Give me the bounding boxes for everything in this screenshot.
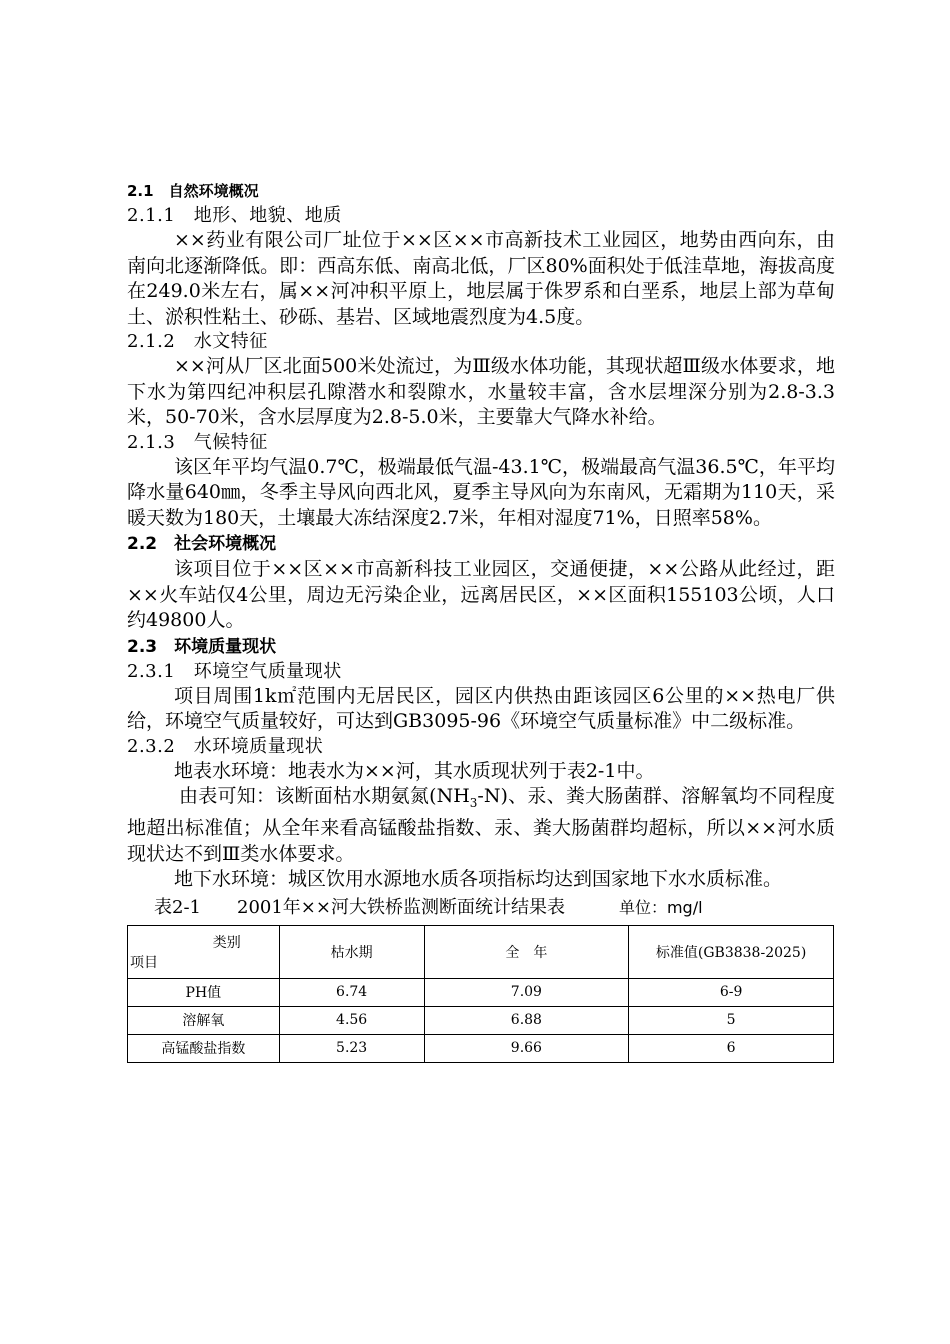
cell-value: 5.23 bbox=[279, 1034, 424, 1062]
section-2-2-heading: 2.2 社会环境概况 bbox=[127, 534, 277, 554]
section-2-1-1-title: 2.1.1 地形、地貌、地质 bbox=[127, 205, 342, 226]
p2-part-b: -N)、汞、粪大肠菌群、溶解氧均不同程度地超出标准值；从全年来看高锰酸盐指数、汞、粪大肠菌群均超标，所以××河水质现状达不到Ⅲ类水体要求。 bbox=[127, 785, 835, 865]
section-2-1-3-title: 2.1.3 气候特征 bbox=[127, 431, 268, 453]
document-page bbox=[127, 178, 835, 1063]
section-2-1-2-text: ××河从厂区北面500米处流过，为Ⅲ级水体功能，其现状超Ⅲ级水体要求，地下水为第四纪冲积层孔隙潜水和裂隙水，水量较丰富，含水层埋深分别为2.8-3.3米，50-70米，含水层厚度为2.8-5.0米，主要靠大气降水补给。 bbox=[127, 355, 835, 428]
section-2-3-2-p2 bbox=[127, 784, 835, 867]
monitoring-table bbox=[127, 925, 834, 1063]
section-2-3-heading: 2.3 环境质量现状 bbox=[127, 636, 277, 657]
p2-part-a: 由表可知：该断面枯水期氨氮(NH bbox=[179, 785, 470, 807]
cell-value: 4.56 bbox=[279, 1006, 424, 1034]
table-corner-cell bbox=[128, 925, 280, 978]
table-row bbox=[128, 1006, 834, 1034]
header-category: 类别 bbox=[212, 934, 241, 951]
section-2-3-1-title: 2.3.1 环境空气质量现状 bbox=[127, 660, 342, 682]
table-row bbox=[128, 978, 834, 1006]
section-2-3-1-text: 项目周围1k㎡范围内无居民区，园区内供热由距该园区6公里的××热电厂供给，环境空气质量较好，可达到GB3095-96《环境空气质量标准》中二级标准。 bbox=[127, 684, 835, 732]
section-2-1-2-title: 2.1.2 水文特征 bbox=[127, 331, 268, 352]
row-name: 高锰酸盐指数 bbox=[128, 1034, 280, 1062]
section-2-2-text: 该项目位于××区××市高新科技工业园区，交通便捷，××公路从此经过，距××火车站仅4公里，周边无污染企业，远离居民区，××区面积155103公顷，人口约49800人。 bbox=[127, 558, 835, 631]
row-name: PH值 bbox=[128, 978, 280, 1006]
cell-value: 6 bbox=[629, 1034, 834, 1062]
table-caption-text: 表2-1 2001年××河大铁桥监测断面统计结果表 bbox=[154, 896, 619, 918]
p2-subscript: 3 bbox=[469, 795, 478, 810]
cell-value: 9.66 bbox=[424, 1034, 629, 1062]
section-2-3-2-p1: 地表水环境：地表水为××河，其水质现状列于表2-1中。 bbox=[174, 759, 655, 782]
header-item: 项目 bbox=[130, 954, 158, 971]
section-2-1-heading: 2.1 自然环境概况 bbox=[127, 182, 259, 200]
cell-value: 5 bbox=[629, 1006, 834, 1034]
column-header: 标准值(GB3838-2025) bbox=[629, 925, 834, 978]
table-unit: 单位：mg/l bbox=[618, 897, 703, 917]
section-2-1-3-text: 该区年平均气温0.7℃，极端最低气温-43.1℃，极端最高气温36.5℃，年平均降水量640㎜，冬季主导风向西北风，夏季主导风向为东南风，无霜期为110天，采暖天数为180天，土壤最大冻结深度2.7米，年相对湿度71%，日照率58%。 bbox=[127, 455, 835, 529]
cell-value: 6.88 bbox=[424, 1006, 629, 1034]
row-name: 溶解氧 bbox=[128, 1006, 280, 1034]
cell-value: 6.74 bbox=[279, 978, 424, 1006]
column-header: 全 年 bbox=[424, 925, 629, 978]
section-2-1-1-text: ××药业有限公司厂址位于××区××市高新技术工业园区，地势由西向东，由南向北逐渐降低。即：西高东低、南高北低，厂区80%面积处于低洼草地，海拔高度在249.0米左右，属××河冲积平原上，地层属于侏罗系和白垩系，地层上部为草甸土、淤积性粘土、砂砾、基岩、区域地震烈度为4.5度。 bbox=[127, 229, 835, 328]
table-row bbox=[128, 1034, 834, 1062]
column-header: 枯水期 bbox=[279, 925, 424, 978]
table-caption bbox=[127, 895, 835, 921]
cell-value: 7.09 bbox=[424, 978, 629, 1006]
section-2-3-2-p3: 地下水环境：城区饮用水源地水质各项指标均达到国家地下水水质标准。 bbox=[174, 868, 783, 891]
section-2-3-2-title: 2.3.2 水环境质量现状 bbox=[127, 735, 324, 757]
cell-value: 6-9 bbox=[629, 978, 834, 1006]
table-header-row bbox=[128, 925, 834, 978]
